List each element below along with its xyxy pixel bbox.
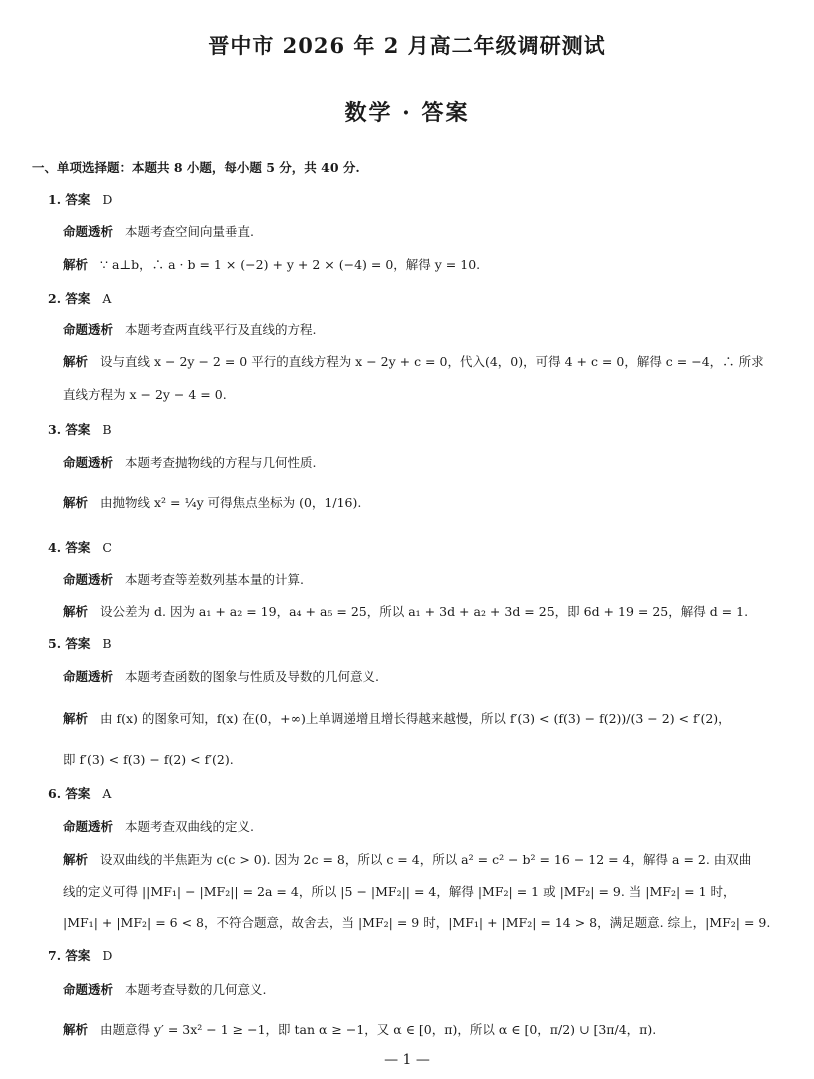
q4-intent	[63, 570, 304, 588]
intent-text: 本题考查抛物线的方程与几何性质.	[125, 455, 317, 470]
intent-text: 本题考查导数的几何意义.	[125, 982, 267, 997]
q5-analysis-cont: 即 f′(3) < f(3) − f(2) < f′(2).	[63, 752, 234, 767]
answer-value: B	[102, 636, 112, 651]
intent-label: 命题透析	[63, 982, 114, 997]
q7-intent	[63, 980, 267, 998]
intent-text: 本题考查两直线平行及直线的方程.	[125, 322, 317, 337]
section-heading: 一、单项选择题：本题共 8 小题，每小题 5 分，共 40 分.	[32, 160, 360, 175]
analysis-text: 由抛物线 x² = ¼y 可得焦点坐标为 (0，1/16).	[100, 495, 362, 510]
analysis-text: 由题意得 y′ = 3x² − 1 ≥ −1，即 tan α ≥ −1，又 α ∈ [0，π)，所以 α ∈ [0，π/2) ∪ [3π/4，π).	[100, 1022, 657, 1037]
q3-intent	[63, 453, 317, 471]
answer-value: A	[102, 786, 112, 801]
answer-value: D	[102, 948, 113, 963]
analysis-text: 由 f(x) 的图象可知，f(x) 在(0，+∞)上单调递增且增长得越来越慢，所以 f′(3) < (f(3) − f(2))/(3 − 2) < f′(2)，	[100, 711, 731, 726]
intent-label: 命题透析	[63, 669, 114, 684]
intent-text: 本题考查等差数列基本量的计算.	[125, 572, 304, 587]
analysis-text: 设公差为 d. 因为 a₁ + a₂ = 19，a₄ + a₅ = 25，所以 a₁ + 3d + a₂ + 3d = 25，即 6d + 19 = 25，解得 d = 1.	[100, 604, 749, 619]
intent-label: 命题透析	[63, 572, 114, 587]
intent-label: 命题透析	[63, 224, 114, 239]
q2-answer	[48, 289, 111, 307]
q1-intent	[63, 222, 254, 240]
analysis-label: 解析	[63, 354, 89, 369]
intent-text: 本题考查空间向量垂直.	[125, 224, 254, 239]
q7-analysis	[63, 1020, 656, 1038]
analysis-text: ∵ a⊥b，∴ a · b = 1 × (−2) + y + 2 × (−4) = 0，解得 y = 10.	[100, 257, 481, 272]
q3-answer	[48, 420, 112, 438]
answer-value: C	[102, 540, 112, 555]
q3-analysis	[63, 493, 361, 511]
analysis-text: 设与直线 x − 2y − 2 = 0 平行的直线方程为 x − 2y + c = 0，代入(4，0)，可得 4 + c = 0，解得 c = −4，∴ 所求	[100, 354, 764, 369]
q1-analysis	[63, 255, 480, 273]
q2-intent	[63, 320, 317, 338]
page-subtitle: 数学 · 答案	[344, 100, 470, 126]
intent-text: 本题考查双曲线的定义.	[125, 819, 254, 834]
answer-label: 4. 答案	[48, 540, 91, 555]
answer-label: 5. 答案	[48, 636, 91, 651]
analysis-label: 解析	[63, 257, 89, 272]
intent-label: 命题透析	[63, 819, 114, 834]
intent-text: 本题考查函数的图象与性质及导数的几何意义.	[125, 669, 379, 684]
q6-answer	[48, 784, 111, 802]
q6-intent	[63, 817, 254, 835]
answer-value: D	[102, 192, 113, 207]
page-number: — 1 —	[384, 1052, 430, 1068]
answer-label: 1. 答案	[48, 192, 91, 207]
analysis-label: 解析	[63, 1022, 89, 1037]
q5-analysis	[63, 709, 731, 727]
q2-analysis	[63, 352, 764, 370]
intent-label: 命题透析	[63, 322, 114, 337]
q4-answer	[48, 538, 112, 556]
analysis-label: 解析	[63, 711, 89, 726]
q5-intent	[63, 667, 379, 685]
answer-label: 7. 答案	[48, 948, 91, 963]
q5-answer	[48, 634, 112, 652]
q1-answer	[48, 190, 112, 208]
q6-analysis-cont: 线的定义可得 ||MF₁| − |MF₂|| = 2a = 4，所以 |5 − |MF₂|| = 4，解得 |MF₂| = 1 或 |MF₂| = 9. 当 |MF₂| = 1 时，	[63, 884, 736, 899]
answer-value: A	[102, 291, 112, 306]
answer-label: 6. 答案	[48, 786, 91, 801]
q2-analysis-cont: 直线方程为 x − 2y − 4 = 0.	[63, 387, 227, 402]
q7-answer	[48, 946, 112, 964]
q6-analysis	[63, 850, 751, 868]
page-title: 晋中市 2026 年 2 月高二年级调研测试	[208, 33, 606, 58]
analysis-label: 解析	[63, 852, 89, 867]
analysis-label: 解析	[63, 495, 89, 510]
answer-label: 2. 答案	[48, 291, 91, 306]
intent-label: 命题透析	[63, 455, 114, 470]
analysis-text: 设双曲线的半焦距为 c(c > 0). 因为 2c = 8，所以 c = 4，所以 a² = c² − b² = 16 − 12 = 4，解得 a = 2. 由双曲	[100, 852, 752, 867]
answer-value: B	[102, 422, 112, 437]
q6-analysis-cont: |MF₁| + |MF₂| = 6 < 8，不符合题意，故舍去，当 |MF₂| = 9 时，|MF₁| + |MF₂| = 14 > 8，满足题意. 综上，|MF₂| = 9.	[63, 915, 771, 930]
analysis-label: 解析	[63, 604, 89, 619]
q4-analysis	[63, 602, 748, 620]
answer-label: 3. 答案	[48, 422, 91, 437]
